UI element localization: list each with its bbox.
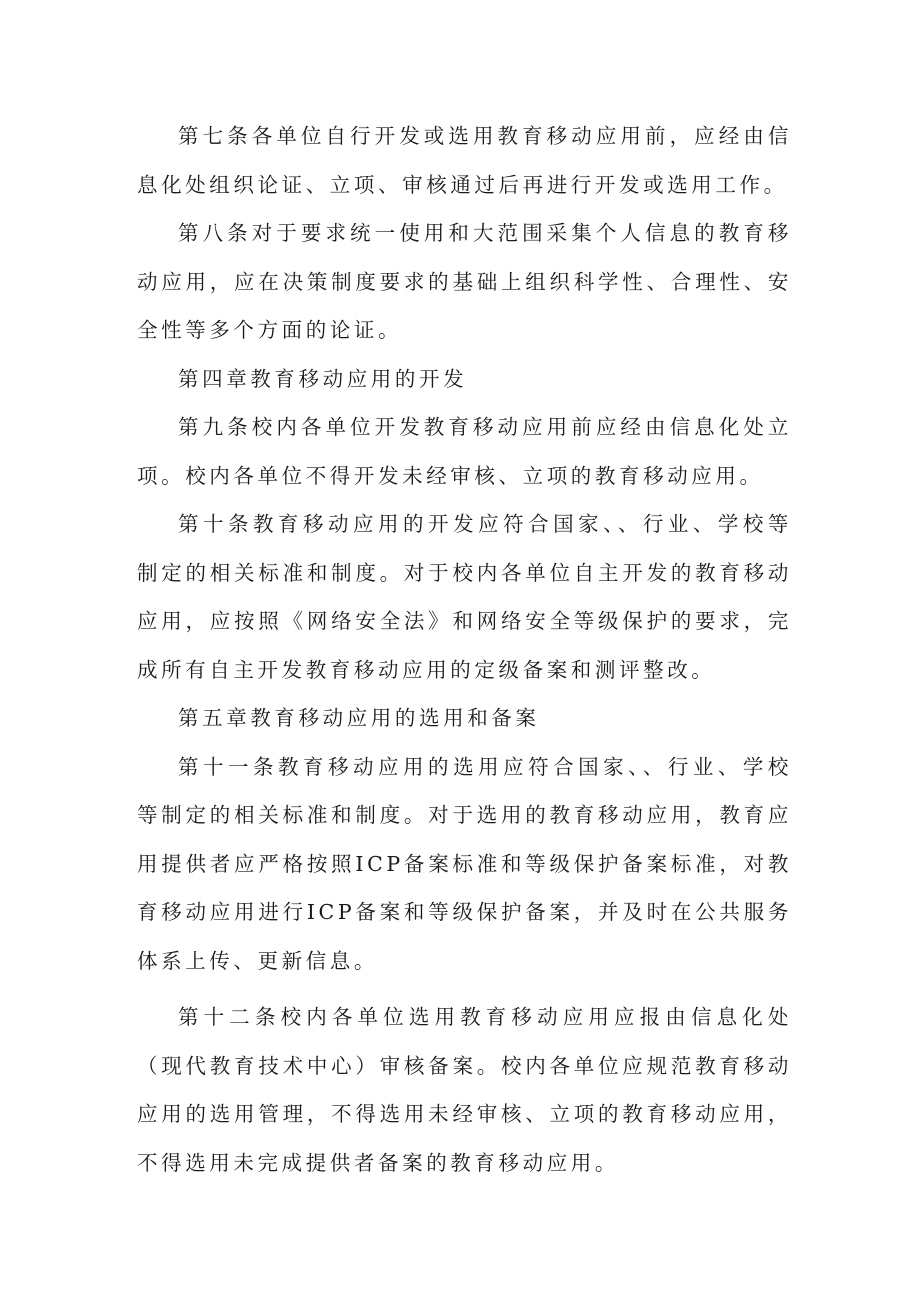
document-body — [137, 112, 792, 1187]
article-8-paragraph: 第八条对于要求统一使用和大范围采集个人信息的教育移动应用，应在决策制度要求的基础上组织科学性、合理性、安全性等多个方面的论证。 — [137, 221, 792, 342]
chapter-4-heading: 第四章教育移动应用的开发 — [178, 366, 468, 391]
article-12-paragraph: 第十二条校内各单位选用教育移动应用应报由信息化处（现代教育技术中心）审核备案。校内各单位应规范教育移动应用的选用管理，不得选用未经审核、立项的教育移动应用，不得选用未完成提供者备案的教育移动应用。 — [137, 1005, 792, 1175]
article-10-paragraph: 第十条教育移动应用的开发应符合国家、、行业、学校等制定的相关标准和制度。对于校内各单位自主开发的教育移动应用，应按照《网络安全法》和网络安全等级保护的要求，完成所有自主开发教育移动应用的定级备案和测评整改。 — [137, 512, 792, 682]
article-11-paragraph: 第十一条教育移动应用的选用应符合国家、、行业、学校等制定的相关标准和制度。对于选用的教育移动应用，教育应用提供者应严格按照ICP备案标准和等级保护备案标准，对教育移动应用进行ICP备案和等级保护备案，并及时在公共服务体系上传、更新信息。 — [137, 754, 792, 973]
chapter-5-heading: 第五章教育移动应用的选用和备案 — [178, 706, 540, 730]
article-7-paragraph: 第七条各单位自行开发或选用教育移动应用前，应经由信息化处组织论证、立项、审核通过后再进行开发或选用工作。 — [137, 124, 792, 197]
article-9-paragraph: 第九条校内各单位开发教育移动应用前应经由信息化处立项。校内各单位不得开发未经审核、立项的教育移动应用。 — [137, 415, 792, 488]
